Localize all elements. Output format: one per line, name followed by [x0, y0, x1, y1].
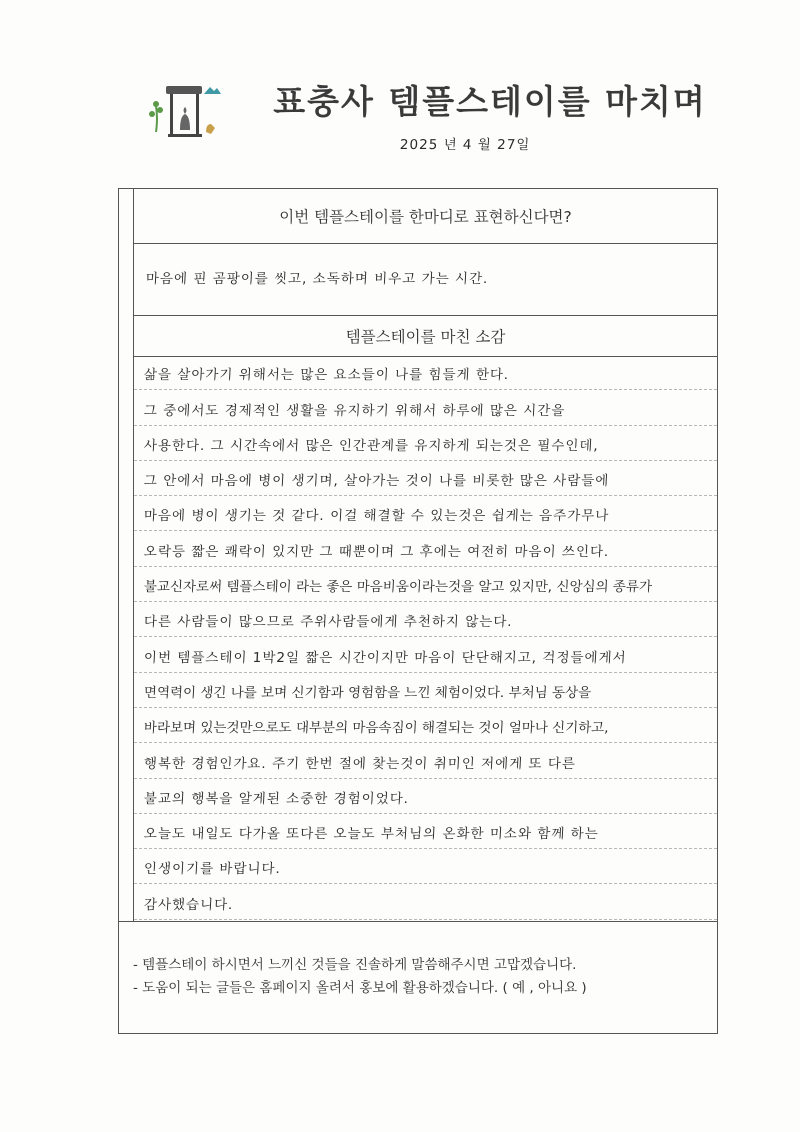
handwritten-line-text: 면역력이 생긴 나를 보며 신기함과 영험함을 느낀 체험이었다. 부처님 동상을 — [143, 684, 592, 701]
note-item: - 도움이 되는 글들은 홈페이지 올려서 홍보에 활용하겠습니다. ( 예 , 아니요 ) — [133, 980, 587, 996]
handwritten-line-text: 이번 템플스테이 1박2일 짧은 시간이지만 마음이 단단해지고, 걱정들에게서 — [143, 649, 628, 666]
handwritten-line-text: 바라보며 있는것만으로도 대부분의 마음속짐이 해결되는 것이 얼마나 신기하고, — [143, 720, 610, 737]
handwritten-line-text: 오락등 짧은 쾌락이 있지만 그 때뿐이며 그 후에는 여전히 마음이 쓰인다. — [143, 543, 610, 560]
handwritten-line-text: 사용한다. 그 시간속에서 많은 인간관계를 유지하게 되는것은 필수인데, — [143, 437, 600, 454]
handwritten-line — [134, 708, 717, 743]
handwritten-line-text: 불교의 행복을 알게된 소중한 경험이었다. — [143, 790, 410, 807]
handwritten-line-text: 마음에 병이 생기는 것 같다. 이걸 해결할 수 있는것은 쉽게는 음주가무나 — [143, 508, 610, 525]
handwritten-line-text: 그 안에서 마음에 병이 생기며, 살아가는 것이 나를 비롯한 많은 사람들에 — [143, 473, 610, 490]
handwritten-line — [134, 461, 717, 496]
handwritten-line — [134, 602, 717, 637]
handwritten-line — [134, 637, 717, 672]
answer-one-text: 마음에 핀 곰팡이를 씻고, 소독하며 비우고 가는 시간. — [145, 271, 489, 287]
feedback-form — [118, 188, 718, 1034]
temple-logo-icon — [144, 82, 224, 144]
answer-two-field — [133, 355, 717, 921]
handwritten-line-text: 행복한 경험인가요. 주기 한번 절에 찾는것이 취미인 저에게 또 다른 — [143, 755, 577, 772]
handwritten-line — [134, 814, 717, 849]
handwritten-line-text: 다른 사람들이 많으므로 주위사람들에게 추천하지 않는다. — [143, 614, 514, 631]
handwritten-line-text: 삶을 살아가기 위해서는 많은 요소들이 나를 힘들게 한다. — [143, 367, 510, 384]
handwritten-line — [134, 426, 717, 461]
handwritten-line-text: 불교신자로써 템플스테이 라는 좋은 마음비움이라는것을 알고 있지만, 신앙심의 종류가 — [143, 579, 653, 596]
handwritten-line — [134, 743, 717, 778]
handwritten-line-text: 인생이기를 바랍니다. — [143, 861, 282, 878]
notes-section — [119, 921, 717, 1033]
handwritten-line — [134, 496, 717, 531]
note-item: - 템플스테이 하시면서 느끼신 것들을 진솔하게 말씀해주시면 고맙겠습니다. — [133, 957, 577, 973]
handwritten-line — [134, 531, 717, 566]
question-one-label: 이번 템플스테이를 한마디로 표현하신다면? — [133, 189, 717, 244]
page-title: 표충사 템플스테이를 마치며 — [273, 82, 707, 121]
answer-one-field — [133, 243, 717, 315]
handwritten-line-text: 그 중에서도 경제적인 생활을 유지하기 위해서 하루에 많은 시간을 — [143, 402, 566, 419]
handwritten-line — [134, 673, 717, 708]
question-two-label: 템플스테이를 마친 소감 — [133, 315, 717, 357]
handwritten-line-text: 감사했습니다. — [143, 896, 234, 913]
handwritten-line — [134, 567, 717, 602]
date-field: 2025 년 4 월 27일 — [399, 137, 531, 153]
handwritten-line — [134, 390, 717, 425]
handwritten-line — [134, 355, 717, 390]
handwritten-line — [134, 849, 717, 884]
handwritten-line — [134, 884, 717, 919]
handwritten-line — [134, 779, 717, 814]
handwritten-line-text: 오늘도 내일도 다가올 또다른 오늘도 부처님의 온화한 미소와 함께 하는 — [143, 826, 600, 843]
